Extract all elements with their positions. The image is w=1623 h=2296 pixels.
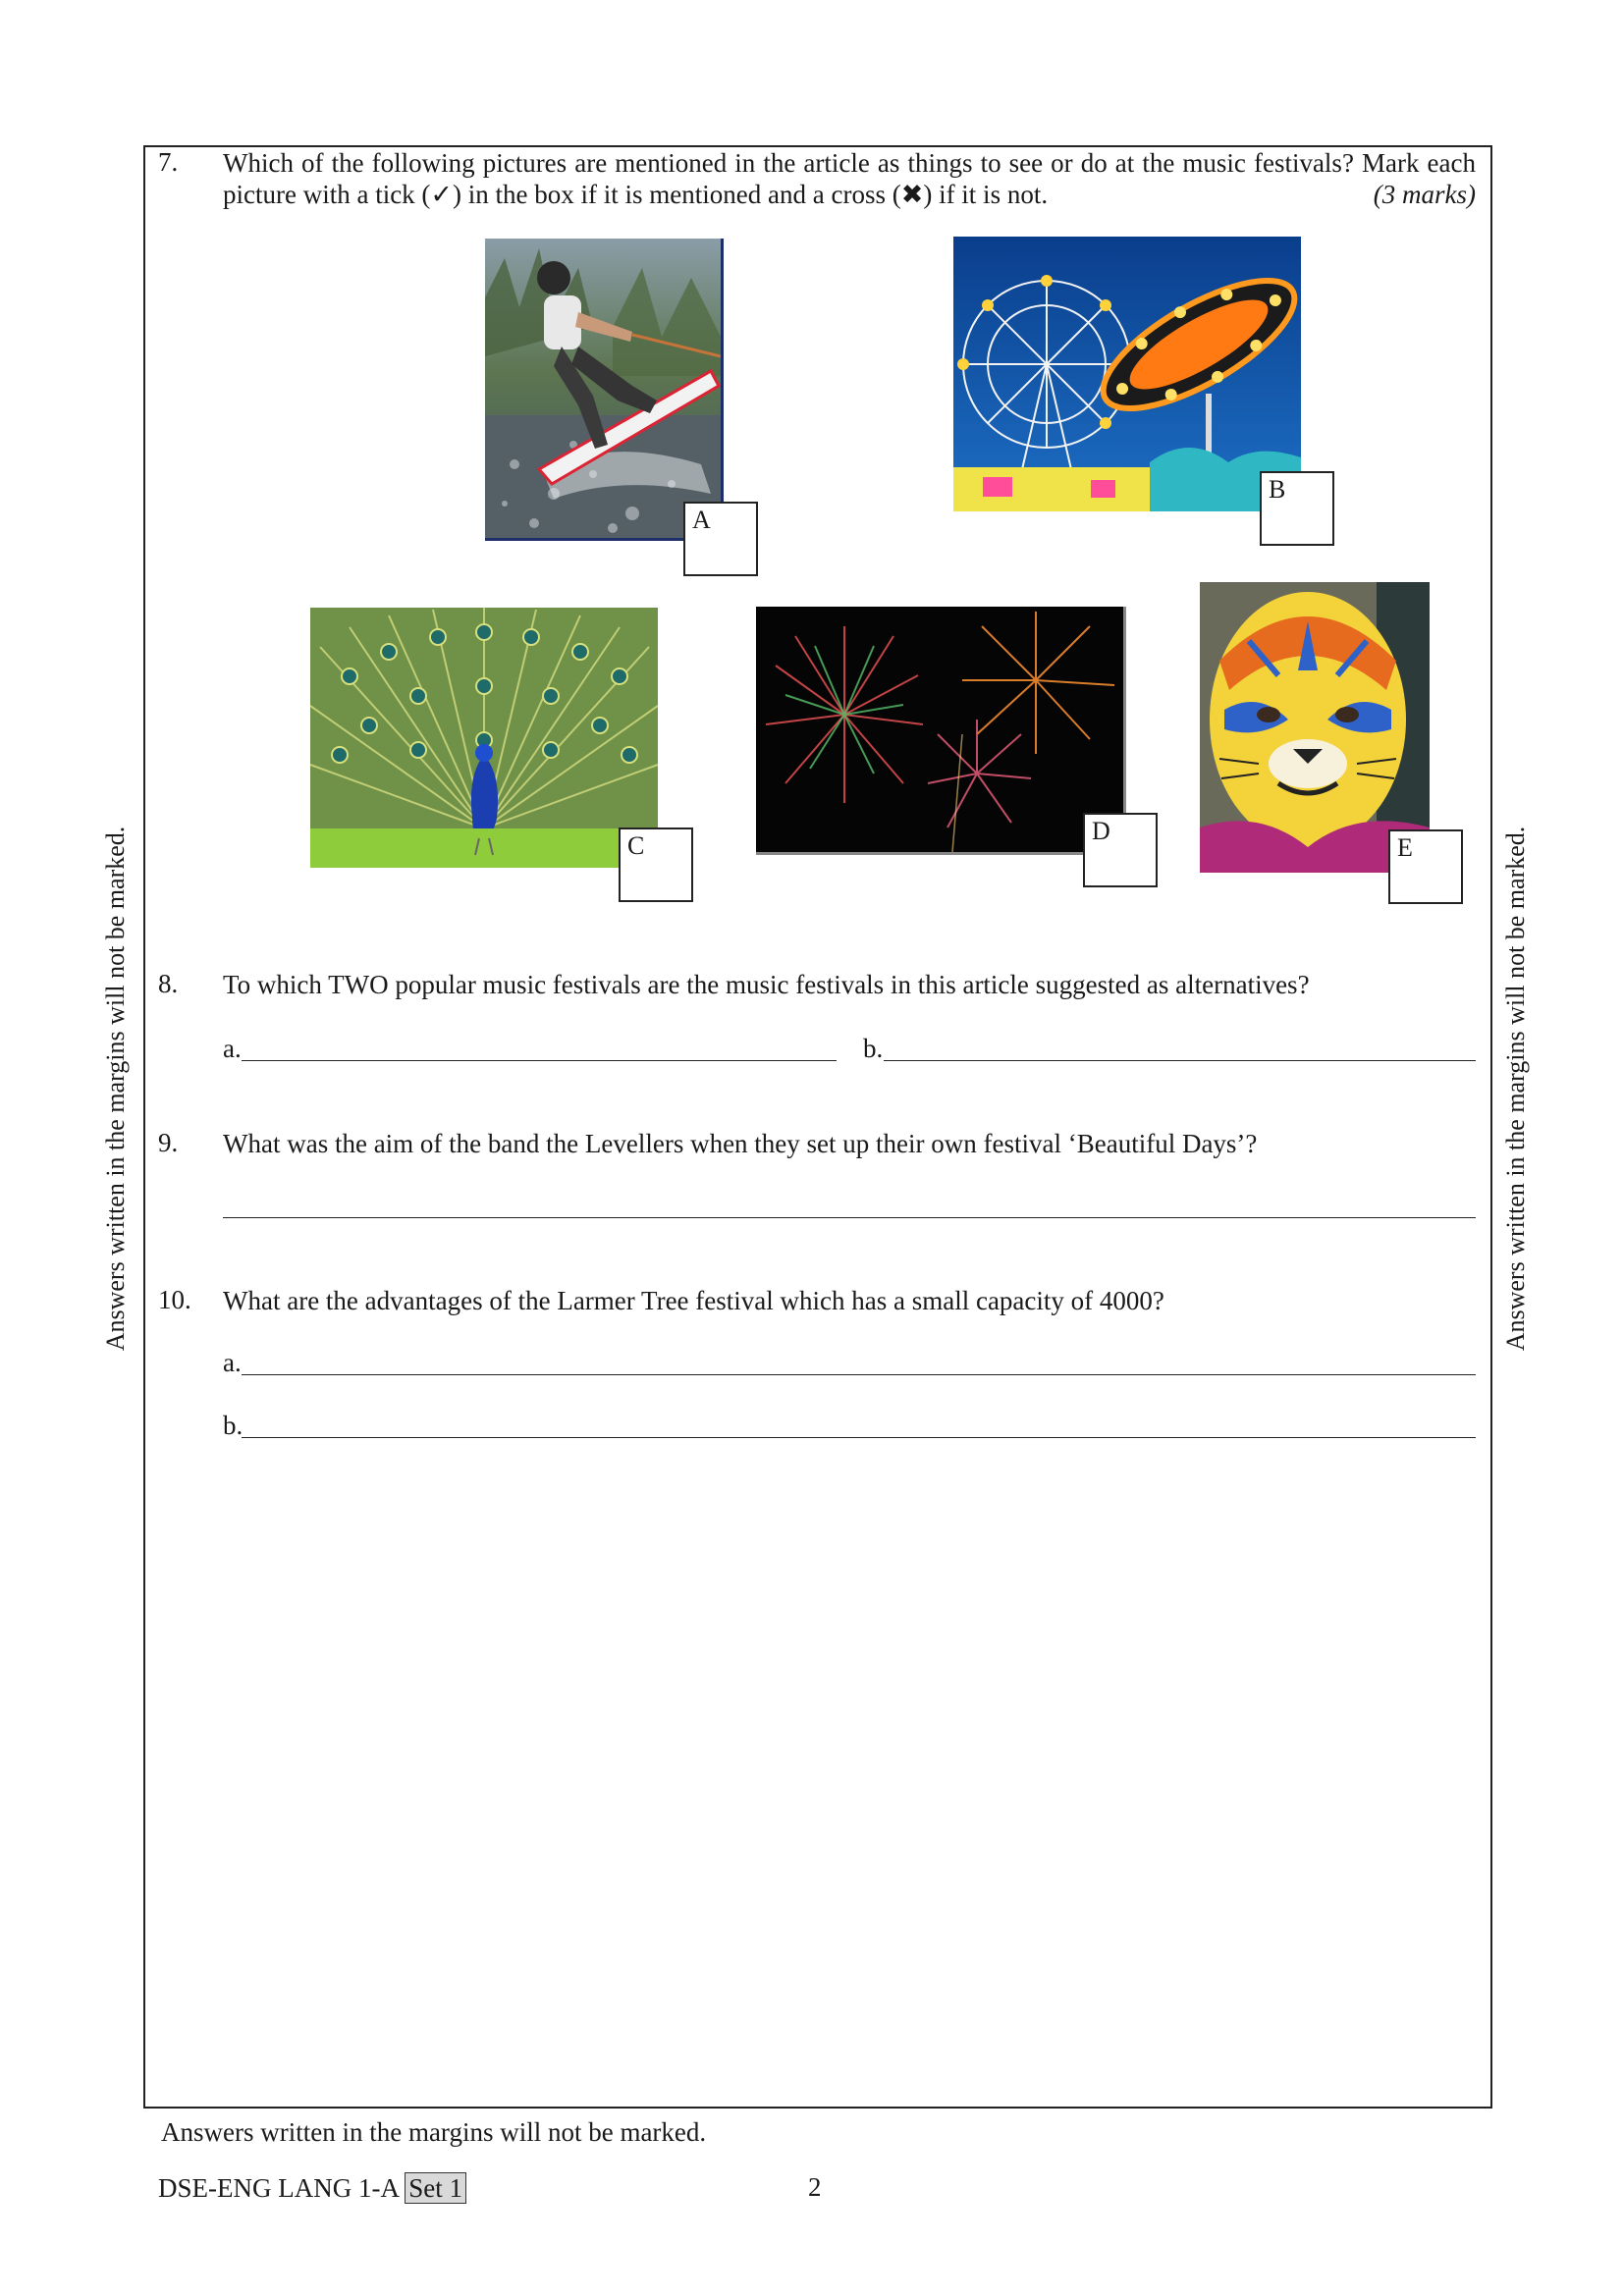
q7-text bbox=[223, 147, 1476, 210]
q8-answer-line-b[interactable] bbox=[884, 1060, 1476, 1061]
set-badge: Set 1 bbox=[405, 2172, 466, 2204]
tick-box-c[interactable] bbox=[619, 828, 693, 902]
q7-marks: (3 marks) bbox=[1373, 180, 1476, 209]
picture-b-funfair bbox=[953, 237, 1301, 511]
q10-label-a: a. bbox=[223, 1348, 242, 1377]
q10-label-b: b. bbox=[223, 1411, 243, 1440]
q10-number: 10. bbox=[158, 1285, 191, 1314]
picture-e-label: E bbox=[1397, 833, 1413, 862]
picture-b-label: B bbox=[1269, 475, 1286, 504]
paper-code: DSE-ENG LANG 1-A bbox=[158, 2173, 399, 2203]
q10-answer-line-b[interactable] bbox=[242, 1437, 1476, 1438]
left-margin-note: Answers written in the margins will not be marked. bbox=[101, 826, 130, 1352]
q9-answer-line[interactable] bbox=[223, 1217, 1476, 1218]
footer-margin-note: Answers written in the margins will not be marked. bbox=[161, 2117, 707, 2147]
picture-a-wakeboarding bbox=[485, 239, 724, 541]
q8-text: To which TWO popular music festivals are the music festivals in this article suggested as alternatives? bbox=[223, 970, 1310, 999]
page-number: 2 bbox=[808, 2172, 822, 2202]
q7-question: Which of the following pictures are mentioned in the article as things to see or do at the music festivals? Mark each picture with a tick (✓) in the box if it is mentioned and a cross (✖) if it is not. bbox=[223, 148, 1476, 209]
q8-label-a: a. bbox=[223, 1034, 242, 1063]
q7-number: 7. bbox=[158, 147, 179, 177]
q10-text: What are the advantages of the Larmer Tree festival which has a small capacity of 4000? bbox=[223, 1286, 1164, 1315]
q8-answer-line-a[interactable] bbox=[242, 1060, 837, 1061]
picture-c-peacock bbox=[310, 608, 658, 868]
right-margin-note: Answers written in the margins will not be marked. bbox=[1501, 826, 1530, 1352]
q8-number: 8. bbox=[158, 969, 179, 998]
tick-box-b[interactable] bbox=[1260, 471, 1334, 546]
picture-d-label: D bbox=[1092, 817, 1110, 845]
picture-d-fireworks bbox=[756, 607, 1126, 855]
funfair-image bbox=[953, 237, 1301, 511]
picture-c-label: C bbox=[627, 831, 645, 860]
q10-answer-line-a[interactable] bbox=[242, 1374, 1476, 1375]
q9-text: What was the aim of the band the Levellers when they set up their own festival ‘Beautiful Days’? bbox=[223, 1129, 1258, 1158]
tick-box-d[interactable] bbox=[1083, 813, 1158, 887]
q8-label-b: b. bbox=[863, 1034, 884, 1063]
tick-box-e[interactable] bbox=[1388, 829, 1463, 904]
peacock-image bbox=[310, 608, 658, 868]
fireworks-image bbox=[756, 607, 1123, 852]
wakeboard-image bbox=[485, 239, 721, 538]
footer-paper-code bbox=[158, 2172, 466, 2204]
tick-box-a[interactable] bbox=[683, 502, 758, 576]
q9-number: 9. bbox=[158, 1128, 179, 1157]
picture-a-label: A bbox=[692, 506, 711, 534]
